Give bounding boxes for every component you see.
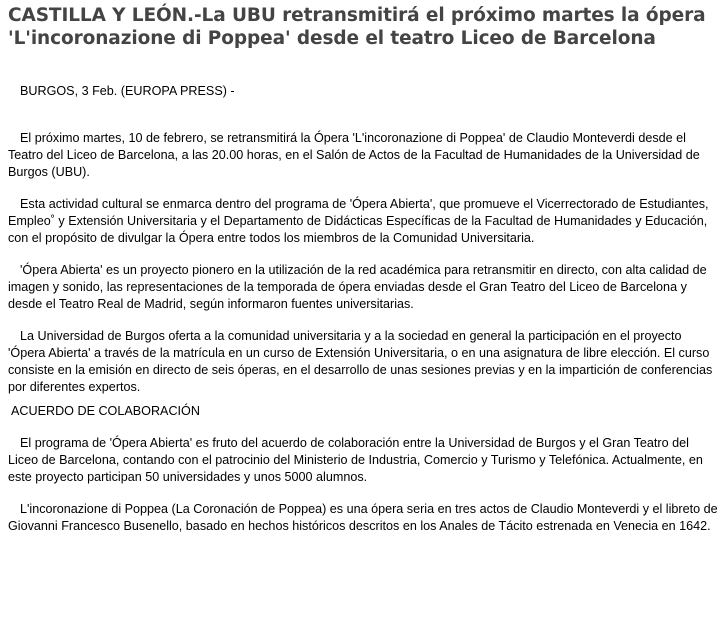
section-subheading: ACUERDO DE COLABORACIÓN	[11, 404, 200, 418]
article-paragraph: El próximo martes, 10 de febrero, se retransmitirá la Ópera 'L'incoronazione di Poppea' de Claudio Monteverdi desde el Teatro del Liceo de Barcelona, a las 20.00 horas, en el Salón de Actos de la Facultad de Humanidades de la Universidad de Burgos (UBU).	[8, 131, 700, 179]
article-dateline: BURGOS, 3 Feb. (EUROPA PRESS) -	[20, 84, 235, 98]
article-paragraph: La Universidad de Burgos oferta a la comunidad universitaria y a la sociedad en general la participación en el proyecto 'Ópera Abierta' a través de la matrícula en un curso de Extensión Universitaria, o en una asignatura de libre elección. El curso consiste en la emisión en directo de seis óperas, en el desarrollo de unas sesiones previas y en la impartición de conferencias por diferentes expertos.	[8, 329, 713, 394]
article-headline: CASTILLA Y LEÓN.-La UBU retransmitirá el próximo martes la ópera 'L'incoronazione di Poppea' desde el teatro Liceo de Barcelona	[8, 5, 706, 49]
article-paragraph: 'Ópera Abierta' es un proyecto pionero en la utilización de la red académica para retransmitir en directo, con alta calidad de imagen y sonido, las representaciones de la temporada de ópera enviadas desde el Gran Teatro del Liceo de Barcelona y desde el Teatro Real de Madrid, según informaron fuentes universitarias.	[8, 263, 707, 311]
article-paragraph: El programa de 'Ópera Abierta' es fruto del acuerdo de colaboración entre la Universidad de Burgos y el Gran Teatro del Liceo de Barcelona, contando con el patrocinio del Ministerio de Industria, Comercio y Turismo y Telefónica. Actualmente, en este proyecto participan 50 universidades y unos 5000 alumnos.	[8, 436, 703, 484]
article-paragraph: Esta actividad cultural se enmarca dentro del programa de 'Ópera Abierta', que promueve el Vicerrectorado de Estudiantes, Empleo˚ y Extensión Universitaria y el Departamento de Didácticas Específicas de la Facultad de Humanidades y Educación, con el propósito de divulgar la Ópera entre todos los miembros de la Comunidad Universitaria.	[8, 197, 709, 245]
article-paragraph: L'incoronazione di Poppea (La Coronación de Poppea) es una ópera seria en tres actos de Claudio Monteverdi y el libreto de Giovanni Francesco Busenello, basado en hechos históricos descritos en los Anales de Tácito estrenada en Venecia en 1642.	[8, 502, 718, 533]
